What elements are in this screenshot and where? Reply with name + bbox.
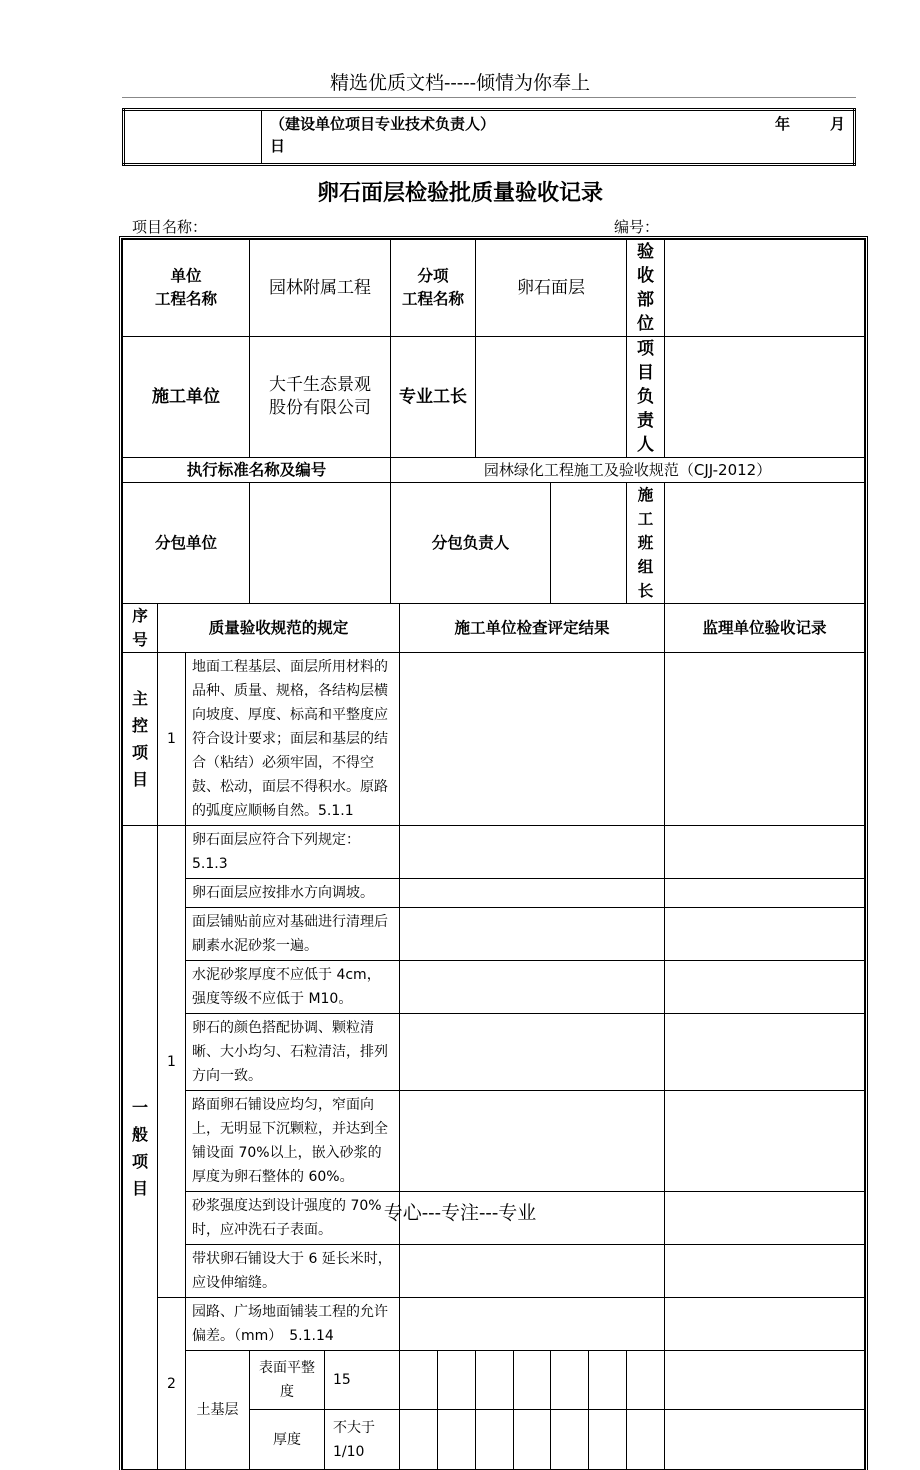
foreman-label: 专业工长 [391,337,476,458]
measure-cell [514,1410,551,1470]
unit-name-label: 单位 工程名称 [123,240,250,337]
signature-cell [262,110,855,165]
measure-cell [476,1351,514,1410]
construction-unit-label: 施工单位 [123,337,250,458]
standard-label: 执行标准名称及编号 [123,458,391,483]
measure-cell [438,1410,476,1470]
measure-cell [438,1351,476,1410]
general-item: 卵石的颜色搭配协调、颗粒清晰、大小均匀、石粒清洁，排列方向一致。 [186,1014,400,1091]
year-label: 年 [774,115,790,133]
measure-cell [476,1410,514,1470]
acceptance-part-label: 验收部位 [627,240,665,337]
page-header: 精选优质文档-----倾情为你奉上 [329,72,591,94]
general-item-supervision [665,1091,865,1192]
general-item-supervision [665,1245,865,1298]
general-item: 路面卵石铺设应均匀，窄面向上，无明显下沉颗粒，并达到全铺设面 70%以上，嵌入砂浆的厚度为卵石整体的 60%。 [186,1091,400,1192]
check-name: 厚度 [250,1410,325,1470]
page-footer: 专心---专注---专业 [383,1202,537,1224]
general-item-supervision [665,1014,865,1091]
signer-label: （建设单位项目专业技术负责人） [270,115,496,133]
general-item-result [400,826,665,879]
team-leader-value [665,483,865,604]
measure-cell [551,1351,589,1410]
general-item-result [400,879,665,908]
main-item-text: 地面工程基层、面层所用材料的品种、质量、规格，各结构层横向坡度、厚度、标高和平整度应符合设计要求；面层和基层的结合（粘结）必须牢固，不得空鼓、松动，面层不得积水。原路的弧度应顺畅自然。5.1.1 [186,653,400,826]
general-item: 卵石面层应按排水方向调坡。 [186,879,400,908]
sub-item-value: 卵石面层 [476,240,627,337]
document-title: 卵石面层检验批质量验收记录 [316,181,603,206]
inspection-table [122,239,865,1470]
general-item-supervision [665,826,865,879]
tolerance-supervision [665,1298,865,1351]
general-item-supervision [665,908,865,961]
subcontractor-label: 分包单位 [123,483,250,604]
sub-manager-value [551,483,627,604]
standard-value: 园林绿化工程施工及验收规范（CJJ-2012） [391,458,865,483]
signature-blank-cell [124,110,262,165]
project-manager-label: 项目负责人 [627,337,665,458]
general-item-supervision [665,879,865,908]
measure-cell [400,1410,438,1470]
unit-name-value: 园林附属工程 [250,240,391,337]
measure-cell [589,1410,627,1470]
acceptance-part-value [665,240,865,337]
general-item-result [400,908,665,961]
measure-cell [627,1351,665,1410]
general-item-result [400,1091,665,1192]
measure-cell [627,1410,665,1470]
general-item-result [400,1014,665,1091]
measure-cell [551,1410,589,1470]
subcontractor-value [250,483,391,604]
measure-cell [400,1351,438,1410]
check-name: 表面平整度 [250,1351,325,1410]
layer-label: 土基层 [186,1351,250,1470]
col-header-construction-result: 施工单位检查评定结果 [400,604,665,653]
measure-cell [514,1351,551,1410]
check-value: 不大于 1/10 [325,1410,400,1470]
foreman-value [476,337,627,458]
general-item: 砂浆强度达到设计强度的 70%时，应冲洗石子表面。 [186,1192,400,1245]
project-name-label: 项目名称： [132,218,208,236]
team-leader-label: 施工班组长 [627,483,665,604]
check-supervision [665,1351,865,1410]
col-header-no: 序号 [123,604,158,653]
day-label: 日 [270,137,286,155]
project-manager-value [665,337,865,458]
signature-table [122,108,856,166]
number-label: 编号： [614,218,660,236]
main-item-supervision [665,653,865,826]
header-divider [122,97,856,98]
sub-item-label: 分项 工程名称 [391,240,476,337]
check-supervision [665,1410,865,1470]
month-label: 月 [829,115,845,133]
general-item: 面层铺贴前应对基础进行清理后刷素水泥砂浆一遍。 [186,908,400,961]
general-item-supervision [665,961,865,1014]
sub-manager-label: 分包负责人 [391,483,551,604]
col-header-supervision-record: 监理单位验收记录 [665,604,865,653]
main-item-result [400,653,665,826]
main-items-label: 主 控 项 目 [123,653,158,826]
col-header-spec: 质量验收规范的规定 [158,604,400,653]
construction-unit-value: 大千生态景观 股份有限公司 [250,337,391,458]
general-group2-no: 2 [158,1298,186,1470]
general-item: 带状卵石铺设大于 6 延长米时，应设伸缩缝。 [186,1245,400,1298]
check-value: 15 [325,1351,400,1410]
general-items-label: 一 般 项 目 [123,826,158,1470]
general-group1-no: 1 [158,826,186,1298]
main-item-no: 1 [158,653,186,826]
general-item: 卵石面层应符合下列规定：5.1.3 [186,826,400,879]
general-item-result [400,1245,665,1298]
tolerance-result [400,1298,665,1351]
measure-cell [589,1351,627,1410]
tolerance-text: 园路、广场地面铺装工程的允许偏差。（mm） 5.1.14 [186,1298,400,1351]
general-item-result [400,961,665,1014]
general-item: 水泥砂浆厚度不应低于 4cm，强度等级不应低于 M10。 [186,961,400,1014]
